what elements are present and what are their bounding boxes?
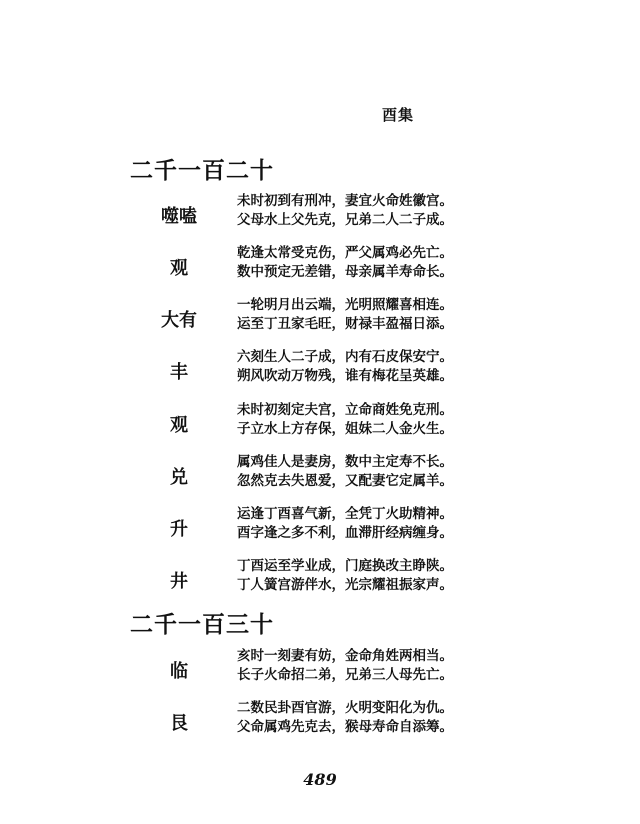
verse-line: 未时初到有刑冲，妻宜火命姓徽宫。 xyxy=(237,193,453,209)
hexagram-entry xyxy=(150,505,480,549)
verse xyxy=(237,505,453,543)
hexagram-entry xyxy=(150,699,480,743)
hexagram-entry xyxy=(150,296,480,340)
verse xyxy=(237,699,453,737)
verse-line: 数中预定无差错，母亲属羊寿命长。 xyxy=(237,264,453,280)
verse-line: 未时初刻定夫宫，立命商姓免克刑。 xyxy=(237,402,453,418)
verse-line: 乾逢太常受克伤，严父属鸡必先亡。 xyxy=(237,245,453,261)
verse xyxy=(237,453,453,491)
hexagram-entry xyxy=(150,401,480,445)
hexagram-entry xyxy=(150,453,480,497)
verse-line: 六刻生人二子成，内有石皮保安宁。 xyxy=(237,349,453,365)
verse-line: 运逢丁酉喜气新，全凭丁火助精神。 xyxy=(237,506,453,522)
verse-line: 父命属鸡先克去，猴母寿命自添筹。 xyxy=(237,719,453,735)
verse-line: 忽然克去失恩爱，又配妻它定属羊。 xyxy=(237,473,453,489)
verse-line: 丁酉运至学业成，门庭换改主睁陕。 xyxy=(237,558,453,574)
hexagram-name: 观 xyxy=(170,258,188,279)
verse-line: 朔风吹动万物残，谁有梅花呈英雄。 xyxy=(237,368,453,384)
hexagram-entry xyxy=(150,348,480,392)
hexagram-name: 临 xyxy=(170,661,188,682)
hexagram-entry xyxy=(150,557,480,601)
verse xyxy=(237,348,453,386)
verse-line: 子立水上方存保，姐妹二人金火生。 xyxy=(237,421,453,437)
verse xyxy=(237,296,453,334)
page-number: 489 xyxy=(303,770,337,789)
hexagram-name: 大有 xyxy=(161,310,197,331)
section-title: 二千一百三十 xyxy=(130,611,274,638)
hexagram-name: 噬嗑 xyxy=(161,206,197,227)
verse-line: 亥时一刻妻有妨，金命角姓两相当。 xyxy=(237,648,453,664)
running-header: 酉集 xyxy=(382,106,415,124)
verse-line: 属鸡佳人是妻房，数中主定寿不长。 xyxy=(237,454,453,470)
hexagram-name: 观 xyxy=(170,415,188,436)
verse-line: 运至丁丑家毛旺，财禄丰盈福日添。 xyxy=(237,316,453,332)
verse-line: 长子火命招二弟，兄弟三人母先亡。 xyxy=(237,667,453,683)
hexagram-entry xyxy=(150,192,480,236)
hexagram-name: 升 xyxy=(170,519,188,540)
hexagram-entry xyxy=(150,244,480,288)
verse-line: 酉字逢之多不利，血滞肝经病缠身。 xyxy=(237,525,453,541)
verse xyxy=(237,244,453,282)
verse xyxy=(237,647,453,685)
hexagram-entry xyxy=(150,647,480,691)
hexagram-name: 丰 xyxy=(170,362,188,383)
verse xyxy=(237,557,453,595)
verse xyxy=(237,192,453,230)
verse-line: 丁人簧宫游伴水，光宗耀祖振家声。 xyxy=(237,577,453,593)
verse-line: 父母水上父先克，兄弟二人二子成。 xyxy=(237,212,453,228)
verse-line: 一轮明月出云端，光明照耀喜相连。 xyxy=(237,297,453,313)
hexagram-name: 兑 xyxy=(170,467,188,488)
hexagram-name: 艮 xyxy=(170,713,188,734)
hexagram-name: 井 xyxy=(170,571,188,592)
verse-line: 二数民卦酉官游，火明变阳化为仇。 xyxy=(237,700,453,716)
section-title: 二千一百二十 xyxy=(130,157,274,184)
verse xyxy=(237,401,453,439)
